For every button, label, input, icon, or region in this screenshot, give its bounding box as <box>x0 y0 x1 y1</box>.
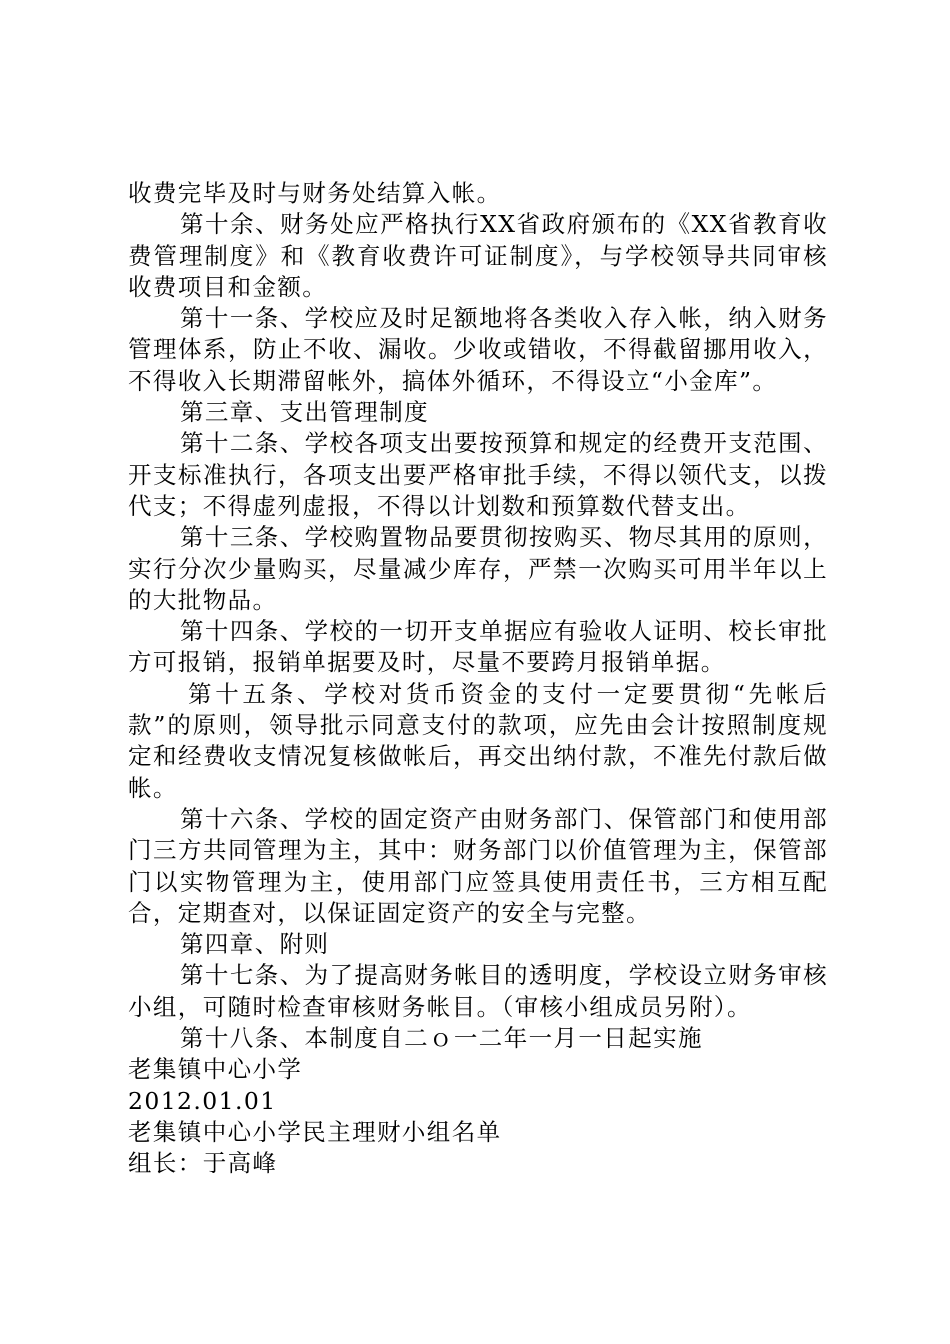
school-name: 老集镇中心小学 <box>128 1055 303 1084</box>
article-13: 第十三条、学校购置物品要贯彻按购买、物尽其用的原则，实行分次少量购买，尽量减少库存，严禁一次购买可用半年以上的大批物品。 <box>128 523 828 614</box>
article-17: 第十七条、为了提高财务帐目的透明度，学校设立财务审核小组，可随时检查审核财务帐目。（审核小组成员另附）。 <box>128 961 828 1021</box>
paragraph-continuation: 收费完毕及时与财务处结算入帐。 <box>128 179 502 207</box>
article-14: 第十四条、学校的一切开支单据应有验收人证明、校长审批方可报销，报销单据要及时，尽量不要跨月报销单据。 <box>128 617 828 677</box>
committee-leader: 组长：于高峰 <box>128 1149 278 1178</box>
article-12: 第十二条、学校各项支出要按预算和规定的经费开支范围、开支标准执行，各项支出要严格审批手续，不得以领代支，以拨代支；不得虚列虚报，不得以计划数和预算数代替支出。 <box>128 429 828 520</box>
article-18: 第十八条、本制度自二ｏ一二年一月一日起实施 <box>180 1024 703 1053</box>
document-body <box>128 178 828 1180</box>
article-15: 第十五条、学校对货币资金的支付一定要贯彻“先帐后款”的原则，领导批示同意支付的款项，应先由会计按照制度规定和经费收支情况复核做帐后，再交出纳付款，不准先付款后做帐。 <box>128 679 828 802</box>
chapter-4-heading: 第四章、附则 <box>180 930 330 959</box>
article-16: 第十六条、学校的固定资产由财务部门、保管部门和使用部门三方共同管理为主，其中：财务部门以价值管理为主，保管部门以实物管理为主，使用部门应签具使用责任书，三方相互配合，定期查对，以保证固定资产的安全与完整。 <box>128 804 828 927</box>
document-date: 2012.01.01 <box>128 1086 277 1115</box>
chapter-3-heading: 第三章、支出管理制度 <box>180 398 429 427</box>
article-11: 第十一条、学校应及时足额地将各类收入存入帐，纳入财务管理体系，防止不收、漏收。少收或错收，不得截留挪用收入，不得收入长期滞留帐外，搞体外循环，不得设立“小金库”。 <box>128 304 828 395</box>
committee-list-title: 老集镇中心小学民主理财小组名单 <box>128 1117 502 1146</box>
article-10: 第十余、财务处应严格执行XX省政府颁布的《XX省教育收费管理制度》和《教育收费许可证制度》，与学校领导共同审核收费项目和金额。 <box>128 210 828 301</box>
